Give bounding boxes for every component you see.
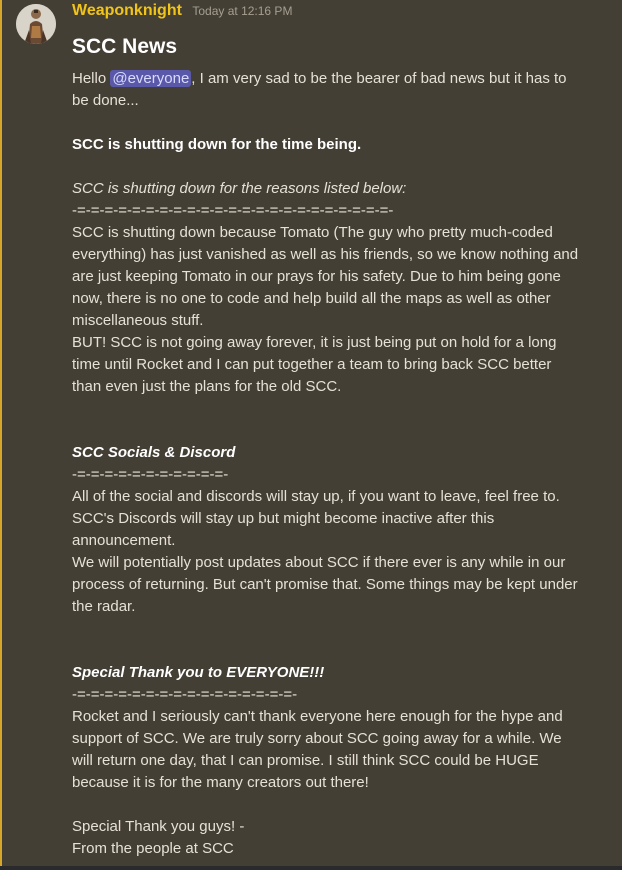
message-highlight-bar bbox=[0, 0, 2, 870]
bottom-edge bbox=[0, 866, 622, 870]
intro-paragraph bbox=[72, 68, 580, 112]
spacer bbox=[72, 640, 580, 662]
author-username[interactable]: Weaponknight bbox=[72, 2, 182, 19]
spacer bbox=[72, 156, 580, 178]
section-reasons-divider: -=-=-=-=-=-=-=-=-=-=-=-=-=-=-=-=-=-=-=-=-=-=-=- bbox=[72, 202, 394, 219]
headline: SCC is shutting down for the time being. bbox=[72, 136, 362, 153]
section-reasons-para1: SCC is shutting down because Tomato (The guy who pretty much-coded everything) has just vanished as well as his friends, so we know nothing and are just keeping Tomato in our prays for his safety. Due to him being gone now, there is no one to code and help build all the maps as well as other miscellaneous stuff. bbox=[72, 224, 579, 329]
spacer bbox=[72, 420, 580, 442]
section-reasons-heading: SCC is shutting down for the reasons listed below: bbox=[72, 180, 407, 197]
message-title: SCC News bbox=[72, 35, 178, 58]
message-timestamp: Today at 12:16 PM bbox=[192, 4, 293, 18]
intro-rest: , I am very sad to be the bearer of bad news but it has to be done... bbox=[72, 70, 567, 109]
section-reasons-para2: BUT! SCC is not going away forever, it is just being put on hold for a long time until Rocket and I can put together a team to bring back SCC better than even just the plans for the old SCC. bbox=[72, 334, 557, 395]
everyone-mention[interactable]: @everyone bbox=[112, 70, 190, 87]
message-content bbox=[72, 34, 580, 860]
section-socials-heading: SCC Socials & Discord bbox=[72, 444, 236, 461]
knight-avatar-icon bbox=[16, 4, 56, 44]
closing-line1: Special Thank you guys! - bbox=[72, 818, 245, 835]
section-thanks-para: Rocket and I seriously can't thank everyone here enough for the hype and support of SCC. We are truly sorry about SCC going away for a while. We will return one day, that I can promise. I still think SCC could be HUGE because it is for the many creators out there! bbox=[72, 708, 563, 791]
section-socials-line3: We will potentially post updates about SCC if there ever is any while in our process of returning. But can't promise that. Some things may be kept under the radar. bbox=[72, 554, 578, 615]
closing-line2: From the people at SCC bbox=[72, 840, 234, 857]
section-socials-line2: SCC's Discords will stay up but might become inactive after this announcement. bbox=[72, 510, 495, 549]
section-socials-line1: All of the social and discords will stay up, if you want to leave, feel free to. bbox=[72, 488, 560, 505]
section-thanks-heading: Special Thank you to EVERYONE!!! bbox=[72, 664, 325, 681]
spacer bbox=[72, 398, 580, 420]
section-thanks-divider: -=-=-=-=-=-=-=-=-=-=-=-=-=-=-=-=- bbox=[72, 686, 298, 703]
spacer bbox=[72, 794, 580, 816]
spacer bbox=[72, 112, 580, 134]
section-socials-divider: -=-=-=-=-=-=-=-=-=-=-=- bbox=[72, 466, 229, 483]
intro-hello: Hello bbox=[72, 70, 111, 87]
avatar[interactable] bbox=[16, 4, 56, 44]
message-header bbox=[72, 2, 292, 24]
spacer bbox=[72, 618, 580, 640]
